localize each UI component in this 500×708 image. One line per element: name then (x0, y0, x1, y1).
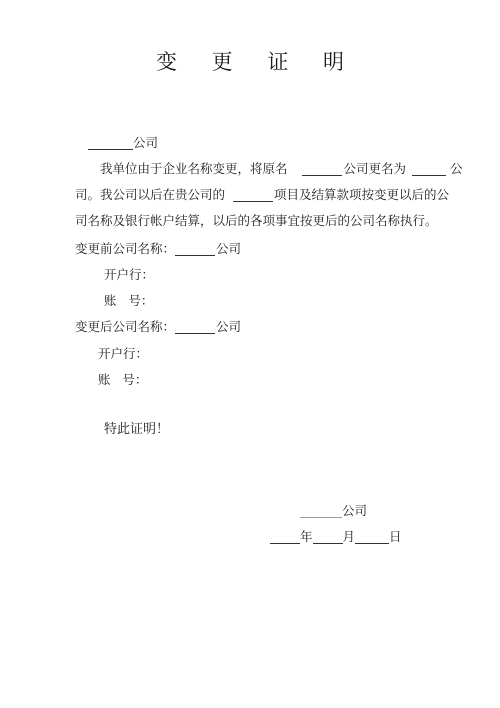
blank-after-name (175, 319, 215, 334)
paragraph-text: 项目及结算款项按变更以后的公 (274, 187, 450, 202)
signature-company-suffix: 公司 (342, 503, 368, 518)
blank-before-name (175, 241, 215, 256)
salutation-line (88, 134, 158, 152)
blank-recipient-company (88, 135, 133, 150)
blank-year (270, 529, 300, 544)
signature-company-line (300, 502, 367, 520)
paragraph-line-1 (100, 160, 463, 178)
document-title: 变 更 证 明 (155, 50, 359, 74)
blank-month (313, 529, 343, 544)
before-bank-label: 开户行： (104, 267, 155, 282)
blank-project (233, 187, 273, 202)
salutation-suffix: 公司 (133, 135, 159, 150)
before-name-line (75, 240, 241, 258)
blank-signature-company (300, 503, 342, 518)
paragraph-line-3: 司名称及银行帐户结算，以后的各项事宜按更后的公司名称执行。 (75, 213, 438, 228)
paragraph-text: 司。我公司以后在贵公司的 (75, 187, 226, 202)
year-label: 年 (300, 529, 313, 544)
after-name-line (75, 318, 241, 336)
month-label: 月 (342, 529, 356, 544)
certify-text: 特此证明！ (104, 422, 170, 437)
date-line (270, 528, 402, 546)
blank-day (355, 529, 389, 544)
before-name-label: 变更前公司名称： (75, 241, 176, 256)
blank-old-name (302, 161, 342, 176)
paragraph-text: 我单位由于企业名称变更，将原名 (100, 161, 288, 176)
after-account-label: 账 号： (98, 372, 148, 387)
before-account-label: 账 号： (104, 293, 154, 308)
day-label: 日 (389, 529, 402, 544)
paragraph-line-2 (75, 186, 449, 204)
paragraph-text: 公司更名为 (343, 161, 407, 176)
after-name-suffix: 公司 (216, 319, 242, 334)
before-name-suffix: 公司 (216, 241, 242, 256)
after-name-label: 变更后公司名称： (75, 319, 176, 334)
blank-new-name (412, 161, 446, 176)
after-bank-label: 开户行： (98, 346, 149, 361)
paragraph-text: 公 (450, 161, 463, 176)
